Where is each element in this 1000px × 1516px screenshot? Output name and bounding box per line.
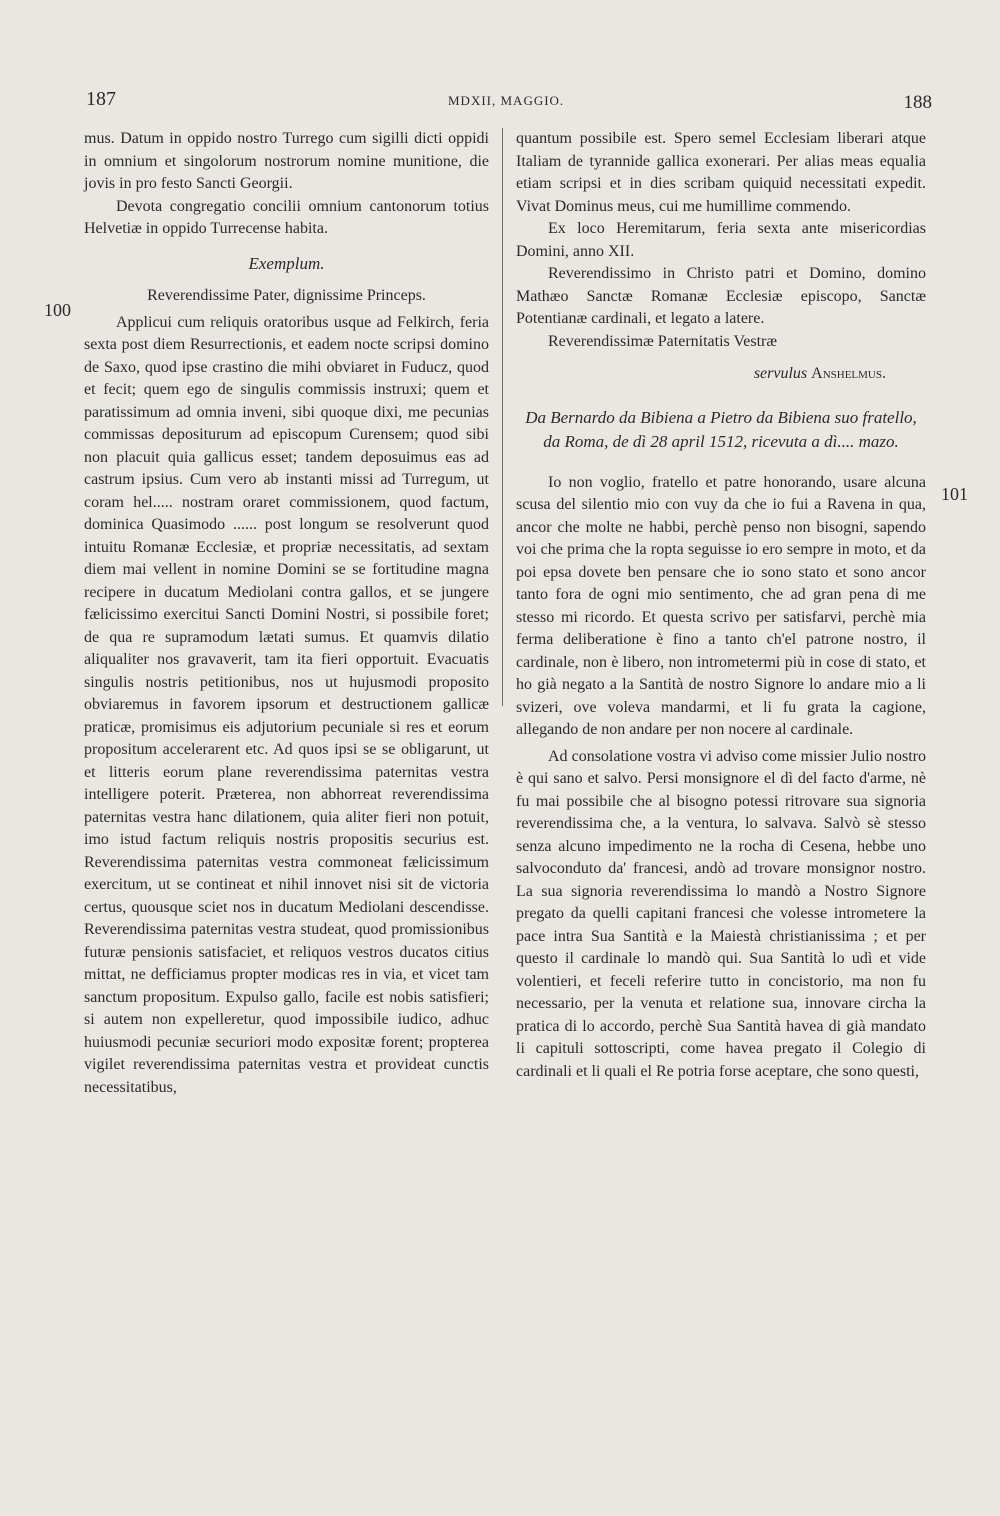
page-number-left: 187 — [86, 88, 116, 110]
right-column — [516, 128, 926, 1083]
section-heading: Exemplum. — [248, 253, 325, 273]
paragraph: quantum possibile est. Spero semel Ecclesiam liberari atque Italiam de tyrannide gallica exonerari. Per alias meas equalia etiam scripsi et in dies scribam quiquid necessitati expedit. Vivat Dominus meus, cui me humillime commendo. — [516, 130, 926, 215]
signature-name: Anshelmus. — [811, 365, 886, 382]
salutation: Reverendissime Pater, dignissime Princeps. — [147, 287, 426, 304]
paragraph: Ad consolatione vostra vi adviso come missier Julio nostro è qui sano et salvo. Persi monsignore el dì del facto d'arme, nè fu mai possibile che al bisogno potessi ritrovare sua signoria reverendissima che, a la ventura, lo salvava. Salvò sè stesso senza alcuno impedimento ne la rocha di Cesena, hebbe uno salvoconduto da' francesi, andò ad trovare monsignor nostro. La sua signoria reverendissima lo mandò a Nostro Signore pregato da quelli capitani francesi che volesse intrometere la pace intra Sua Santità e la Maiestà christianissima ; et per questo il cardinale lo mandò qui. Sua Santità lo udì et vide volentieri, et feceli referire tutto in concistorio, ma non fu necessario, per la venuta et relatione sua, innovare circha la pratica di lo accordo, perchè Sua Santità havea di già mandato li capituli sottoscripti, come havea pregato il Colegio di cardinali et li quali el Re potria forse aceptare, che sono questi, — [516, 747, 926, 1080]
paragraph: Applicui cum reliquis oratoribus usque ad Felkirch, feria sexta post diem Resurrectionis, et eadem nocte scripsi domino de Saxo, quod ipse crastino die mihi obviaret in Fuducz, quod et fecit; quem ego de singulis commissis instruxi; quem et paratissimum ad omnia inveni, sibi quoque dixi, me pecunias commissas depositurum ad episcopum Curensem; quod sibi non placuit quia gallicus esset; tandem deposuimus eas ad castrum ipsius. Cum vero ab instanti missi ad Turregum, ut coram hel..... nostram oraret commissionem, quod factum, dominica Quasimodo ...... post longum se resolverunt quod intuitu Romanæ Ecclesiæ, et propriæ necessitatis, ad sextam diem mai vellent in nomine Domini se se fortitudine magna recipere in ducatum Mediolani contra gallos, et se jungere fælicissimo exercitui Sancti Domini Nostri, si possibile foret; de qua re supramodum lætati sumus. Et quamvis dilatio aliqualiter nos gravaverit, tam ita fieri opportuit. Evacuatis singulis nostris petitionibus, nos ut hujusmodi proposito obviaremus in favorem ipsorum et destructionem gallicæ praticæ, promisimus eis adjutorium pecuniale si res et eorum propositum accelerarent etc. Ad quos ipsi se se obligarunt, ut et litteris eorum plane reverendissima paternitas vestra intelligere poterit. Præterea, non abhorreat reverendissima paternitas vestra hanc dilationem, quia aliter fieri non potuit, imo istud factum reliquis nostris propositis securius est. Reverendissima paternitas vestra commoneat fælicissimum exercitum, ut se contineat et nihil innovet nisi sit de victoria certus, quousque sciet nos in ducatum Mediolani descendisse. Reverendissima paternitas vestra studeat, quod promissionibus futuræ pensionis satisfaciet, et reliquos vestros ducatos citius mittat, ne defficiamus propter modicas res in via, et vicet tam sanctum propositum. Expulso gallo, facile est nobis satisfieri; si autem non expelleretur, quod impossibile iudico, adhuc huiusmodi pecuniæ securiori modo expositæ forent; propterea vigilet reverendissima paternitas vestra et provideat cunctis necessitatibus, — [84, 313, 489, 1096]
paragraph: Reverendissimo in Christo patri et Domino, domino Mathæo Sanctæ Romanæ Ecclesiæ episcopo, Sanctæ Potentianæ cardinali, et legato a latere. — [516, 265, 926, 327]
margin-number-right: 101 — [941, 484, 968, 504]
running-title: MDXII, MAGGIO. — [448, 93, 565, 108]
letter-title: Da Bernardo da Bibiena a Pietro da Bibiena suo fratello, da Roma, de dì 28 april 1512, ricevuta a dì.... mazo. — [525, 407, 917, 451]
signature — [516, 363, 886, 386]
paragraph: Devota congregatio concilii omnium cantonorum totius Helvetiæ in oppido Turrecense habita. — [84, 197, 489, 237]
column-divider — [502, 128, 503, 706]
paragraph: Ex loco Heremitarum, feria sexta ante misericordias Domini, anno XII. — [516, 220, 926, 260]
left-column — [84, 128, 489, 1099]
paragraph: mus. Datum in oppido nostro Turrego cum sigilli dicti oppidi in omnium et singolorum nostrorum nomine munitione, die jovis in pro festo Sancti Georgii. — [84, 130, 489, 192]
page-number-right: 188 — [903, 92, 932, 113]
signature-word: servulus — [753, 365, 808, 382]
running-header — [86, 88, 932, 114]
margin-number-left: 100 — [44, 300, 71, 320]
paragraph: Reverendissimæ Paternitatis Vestræ — [548, 332, 778, 350]
paragraph: Io non voglio, fratello et patre honorando, usare alcuna scusa del silentio mio con vuy da che io fui a Ravena in qua, ancor che molte ne habbi, perchè penso non bisogni, sapendo voi che prima che la ropta seguisse io ero sempre in moto, et da poi epsa dovete ben pensare che io sono stato et sono ancor tanto fora de ogni mio sentimento, che ad gran pena di me stesso mi ricordo. Et questa scrivo per satisfarvi, perchè mia ferma deliberatione è fino a tanto ch'el patrone nostro, il cardinale, non è libero, non intrometermi più in cose di stato, et ho già negato a la Santità de nostro Signore lo andare mio a li svizeri, ove voleva mandarmi, et li fu grata la cagione, allegando de non andare per non nocere al cardinale. — [516, 473, 926, 738]
